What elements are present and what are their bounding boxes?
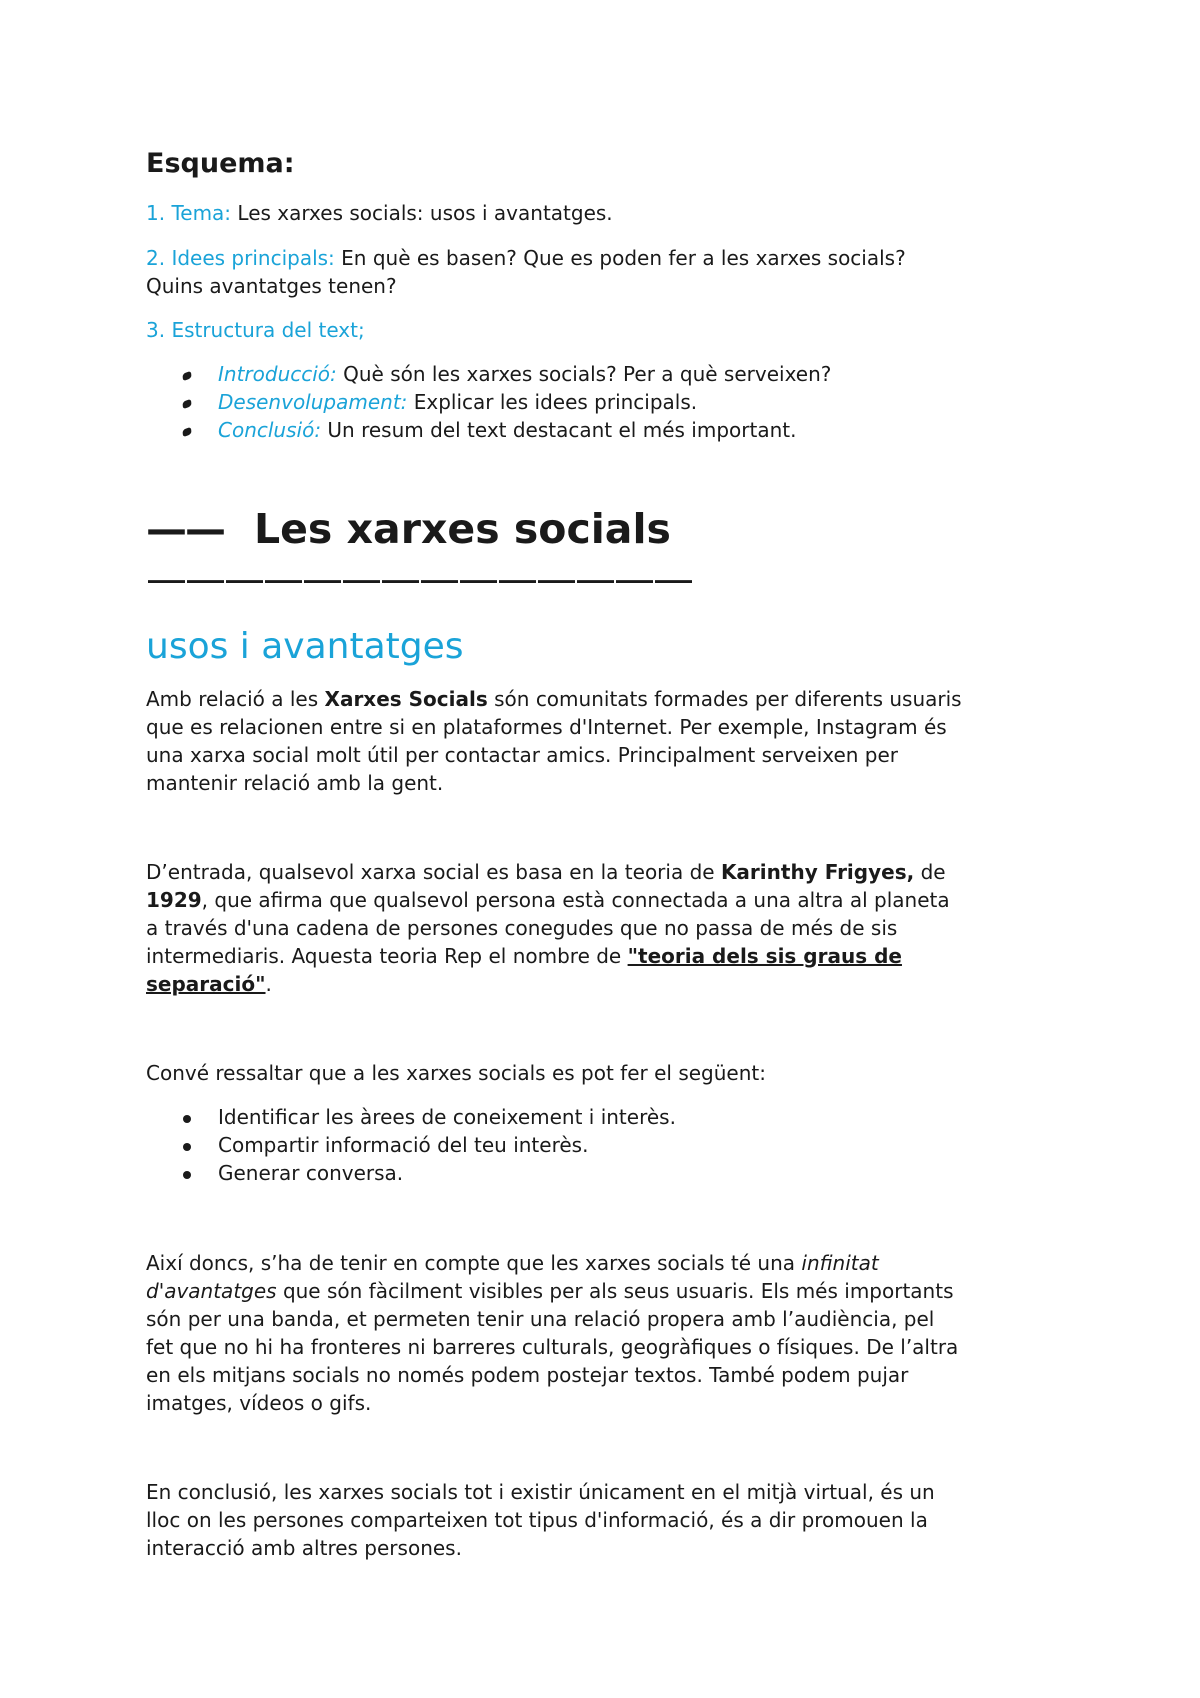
outline-item-theme <box>146 200 1064 227</box>
title-text: Les xarxes socials <box>254 505 671 553</box>
paragraph-line: que es relacionen entre si en plataformes d'Internet. Per exemple, Instagram és <box>146 715 947 739</box>
bullet-icon <box>183 1171 191 1179</box>
text-run: que són fàcilment visibles per als seus usuaris. Els més importants <box>282 1279 954 1303</box>
features-list <box>146 1104 1064 1188</box>
outline-heading: Esquema: <box>146 148 295 179</box>
paragraph-line <box>146 1250 1064 1277</box>
paragraph-line: a través d'una cadena de persones conegudes que no passa de més de sis <box>146 916 898 940</box>
structure-label: Introducció: <box>218 362 337 386</box>
text-run: . <box>265 972 272 996</box>
paragraph-line: fet que no hi ha fronteres ni barreres culturals, geogràfiques o físiques. De l’altra <box>146 1335 959 1359</box>
paragraph-line <box>146 887 1064 914</box>
list-item <box>146 417 1064 445</box>
outline-item-structure <box>146 317 1064 344</box>
paragraph-line: lloc on les persones comparteixen tot tipus d'informació, és a dir promouen la <box>146 1508 928 1532</box>
paragraph-line <box>146 943 1064 970</box>
structure-text: Què són les xarxes socials? Per a què serveixen? <box>343 362 832 386</box>
text-run-bold: Xarxes Socials <box>324 687 488 711</box>
paragraph-line <box>146 686 1064 713</box>
list-item <box>146 1160 1064 1188</box>
list-item-text: Identificar les àrees de coneixement i interès. <box>218 1105 676 1129</box>
list-item <box>146 389 1064 417</box>
text-run: de <box>920 860 946 884</box>
paragraph-line: en els mitjans socials no només podem postejar textos. També podem pujar <box>146 1363 909 1387</box>
text-run: D’entrada, qualsevol xarxa social es basa en la teoria de <box>146 860 715 884</box>
paragraph-line: una xarxa social molt útil per contactar amics. Principalment serveixen per <box>146 743 899 767</box>
structure-label: Conclusió: <box>218 418 322 442</box>
text-run: , que afirma que qualsevol persona està connectada a una altra al planeta <box>201 888 950 912</box>
outline-item-text: Les xarxes socials: usos i avantatges. <box>237 201 613 225</box>
bullet-icon <box>182 371 191 382</box>
outline-item-label: 1. Tema: <box>146 201 232 225</box>
paragraph-line: interacció amb altres persones. <box>146 1536 462 1560</box>
list-item-text: Compartir informació del teu interès. <box>218 1133 589 1157</box>
paragraph-line <box>146 1278 1064 1305</box>
article-subtitle: usos i avantatges <box>146 626 464 667</box>
list-item-text: Generar conversa. <box>218 1161 404 1185</box>
list-item <box>146 1104 1064 1132</box>
outline-item-label: 2. Idees principals: <box>146 246 335 270</box>
article-title <box>146 503 671 555</box>
paragraph-line: mantenir relació amb la gent. <box>146 771 444 795</box>
text-run-italic: d'avantatges <box>146 1279 277 1303</box>
outline-item-main-ideas <box>146 245 1064 272</box>
list-item <box>146 1132 1064 1160</box>
text-run-bold: Karinthy Frigyes, <box>720 860 915 884</box>
structure-list <box>146 361 1064 445</box>
text-run-italic: infinitat <box>801 1251 879 1275</box>
bullet-icon <box>182 399 191 410</box>
structure-text: Un resum del text destacant el més important. <box>327 418 797 442</box>
paragraph-line: imatges, vídeos o gifs. <box>146 1391 372 1415</box>
text-run: Així doncs, s’ha de tenir en compte que les xarxes socials té una <box>146 1251 796 1275</box>
text-run: Amb relació a les <box>146 687 319 711</box>
theory-link[interactable]: "teoria dels sis graus de <box>627 944 902 968</box>
structure-label: Desenvolupament: <box>218 390 408 414</box>
paragraph-line <box>146 971 1064 998</box>
title-lead-rule: —— <box>146 505 224 553</box>
text-run: intermediaris. Aquesta teoria Rep el nombre de <box>146 944 622 968</box>
bullet-icon <box>183 1115 191 1123</box>
structure-text: Explicar les idees principals. <box>413 390 698 414</box>
title-rule: —————————————— <box>146 555 692 603</box>
paragraph-line: són per una banda, et permeten tenir una relació propera amb l’audiència, pel <box>146 1307 935 1331</box>
outline-item-main-ideas-cont <box>146 273 1064 300</box>
paragraph-line: En conclusió, les xarxes socials tot i existir únicament en el mitjà virtual, és un <box>146 1480 935 1504</box>
paragraph-line <box>146 859 1064 886</box>
list-item <box>146 361 1064 389</box>
bullet-icon <box>182 427 191 438</box>
theory-link[interactable]: separació" <box>146 972 266 996</box>
outline-item-label: 3. Estructura del text; <box>146 318 365 342</box>
bullet-icon <box>183 1143 191 1151</box>
text-run: són comunitats formades per diferents usuaris <box>494 687 962 711</box>
outline-item-text: Quins avantatges tenen? <box>146 274 397 298</box>
paragraph-line: Convé ressaltar que a les xarxes socials es pot fer el següent: <box>146 1061 766 1085</box>
outline-item-text: En què es basen? Que es poden fer a les xarxes socials? <box>341 246 906 270</box>
text-run-bold: 1929 <box>146 888 202 912</box>
